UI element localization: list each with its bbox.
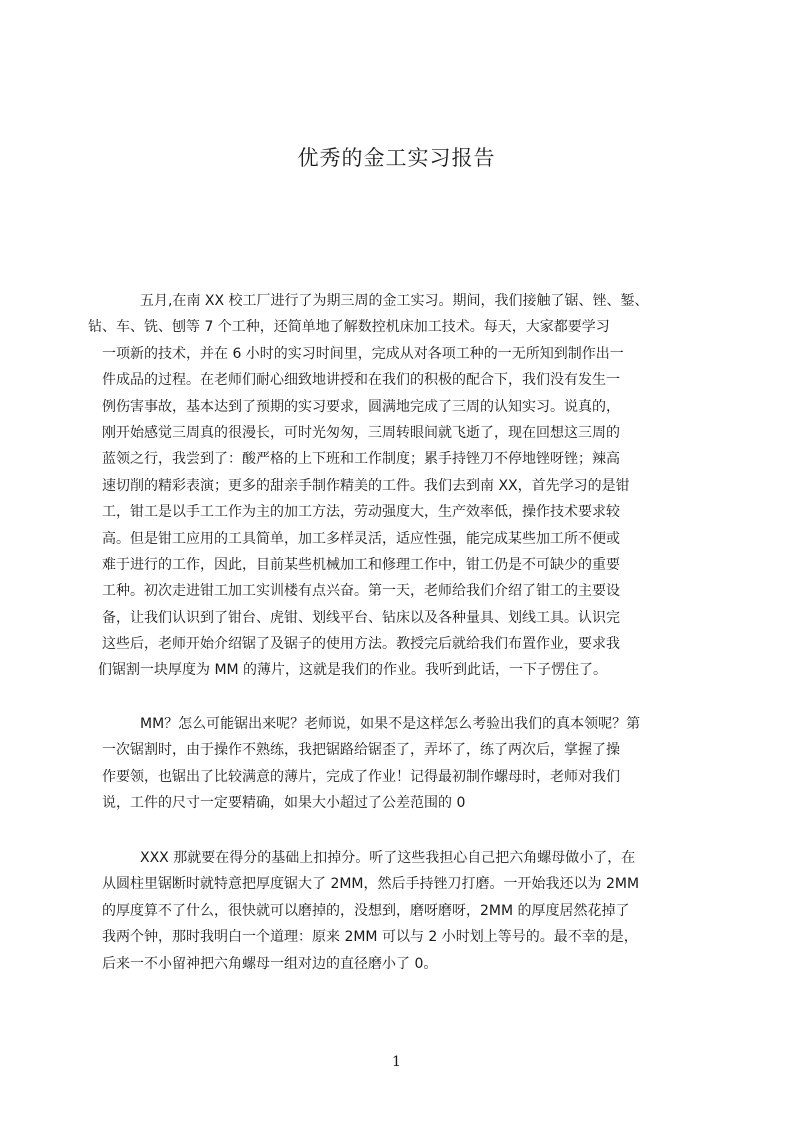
- paragraph-line: 后来一不小留神把六角螺母一组对边的直径磨小了 0。: [102, 955, 438, 972]
- paragraph-line: 的厚度算不了什么，很快就可以磨掉的，没想到，磨呀磨呀，2MM 的厚度居然花掉了: [102, 902, 630, 919]
- document-title: 优秀的金工实习报告: [297, 146, 496, 170]
- paragraph-line: 件成品的过程。在老师们耐心细致地讲授和在我们的积极的配合下，我们没有发生一: [102, 372, 620, 389]
- paragraph-line: 从圆柱里锯断时就特意把厚度锯大了 2MM，然后手持锉刀打磨。一开始我还以为 2MM: [102, 876, 640, 893]
- paragraph-line: MM？怎么可能锯出来呢？老师说，如果不是这样怎么考验出我们的真本领呢？第: [140, 716, 641, 732]
- paragraph-line: 难于进行的工作，因此，目前某些机械加工和修理工作中，钳工仍是不可缺少的重要: [102, 556, 620, 573]
- paragraph-2: [102, 711, 702, 817]
- paragraph-line: 一次锯割时，由于操作不熟练，我把锯路给锯歪了，弄坏了，练了两次后，掌握了操: [102, 742, 620, 759]
- paragraph-line: 们锯割一块厚度为 MM 的薄片，这就是我们的作业。我听到此话，一下子愣住了。: [98, 662, 608, 679]
- paragraph-line: 工种。初次走进钳工加工实训楼有点兴奋。第一天，老师给我们介绍了钳工的主要设: [102, 583, 620, 600]
- paragraph-line: 备，让我们认识到了钳台、虎钳、划线平台、钻床以及各种量具、划线工具。认识完: [102, 609, 620, 626]
- paragraph-line: 高。但是钳工应用的工具简单，加工多样灵活，适应性强，能完成某些加工所不便或: [102, 530, 620, 547]
- paragraph-line: 刚开始感觉三周真的很漫长，可时光匆匆，三周转眼间就飞逝了，现在回想这三周的: [102, 424, 620, 441]
- paragraph-line: XXX 那就要在得分的基础上扣掉分。听了这些我担心自己把六角螺母做小了，在: [140, 850, 636, 866]
- paragraph-line: 这些后，老师开始介绍锯了及锯子的使用方法。教授完后就给我们布置作业，要求我: [102, 636, 620, 653]
- paragraph-line: 说，工件的尺寸一定要精确，如果大小超过了公差范围的 0: [102, 795, 466, 812]
- paragraph-line: 速切削的精彩表演；更多的甜亲手制作精美的工件。我们去到南 XX，首先学习的是钳: [102, 477, 630, 494]
- paragraph-line: 我两个钟，那时我明白一个道理：原来 2MM 可以与 2 小时划上等号的。最不幸的是，: [102, 929, 638, 946]
- paragraph-line: 一项新的技术，并在 6 小时的实习时间里，完成从对各项工种的一无所知到制作出一: [102, 345, 624, 362]
- paragraph-line: 钻、车、铣、刨等 7 个工种，还简单地了解数控机床加工技术。每天，大家都要学习: [88, 319, 610, 336]
- paragraph-line: 工，钳工是以手工工作为主的加工方法，劳动强度大，生产效率低，操作技术要求较: [102, 504, 620, 521]
- page-number: 1: [392, 1054, 401, 1070]
- paragraph-line: 作要领，也锯出了比较满意的薄片，完成了作业！记得最初制作螺母时，老师对我们: [102, 768, 620, 785]
- paragraph-line: 蓝领之行，我尝到了：酸严格的上下班和工作制度；累手持锉刀不停地锉呀锉；辣高: [102, 451, 620, 468]
- paragraph-line: 五月,在南 XX 校工厂进行了为期三周的金工实习。期间，我们接触了锯、锉、錾、: [140, 293, 649, 309]
- paragraph-line: 例伤害事故，基本达到了预期的实习要求，圆满地完成了三周的认知实习。说真的，: [102, 398, 620, 415]
- paragraph-1: [88, 288, 702, 684]
- paragraph-3: [102, 845, 702, 977]
